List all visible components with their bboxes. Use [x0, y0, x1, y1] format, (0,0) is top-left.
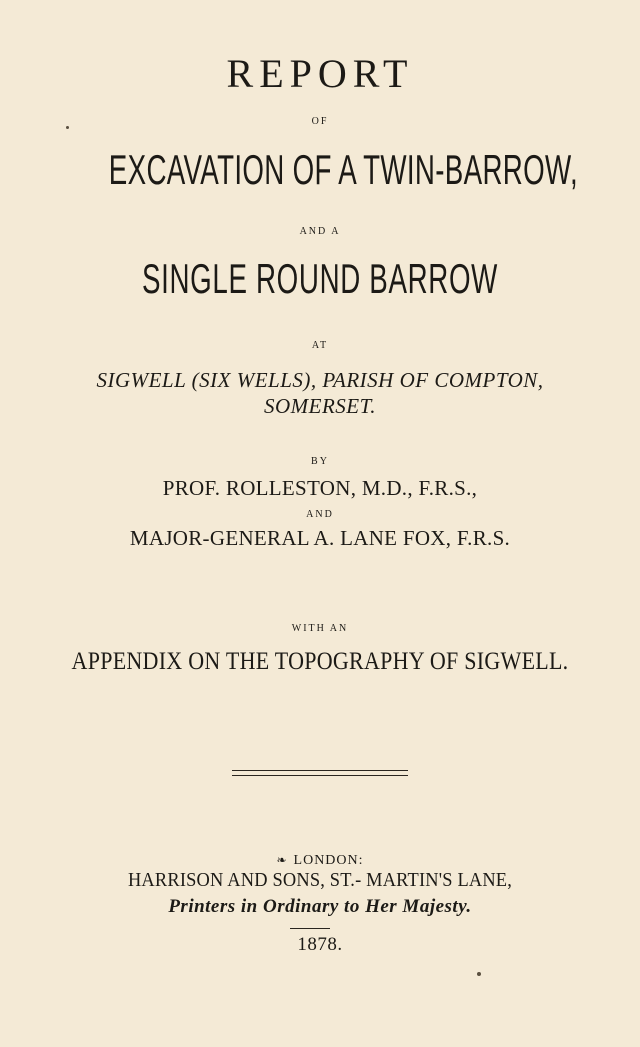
- and-label: AND: [306, 509, 334, 520]
- imprint-city-text: LONDON:: [293, 853, 364, 868]
- double-rule-bottom: [232, 775, 408, 776]
- heading-twin-barrow: EXCAVATION OF A TWIN-BARROW,: [108, 146, 579, 193]
- short-rule: [290, 928, 330, 929]
- paper-spot: [477, 972, 481, 976]
- report-title: REPORT: [226, 51, 414, 96]
- imprint-publisher: HARRISON AND SONS, ST.- MARTIN'S LANE,: [127, 869, 513, 891]
- author-rolleston: PROF. ROLLESTON, M.D., F.R.S.,: [162, 476, 478, 500]
- by-label: BY: [311, 456, 329, 467]
- appendix-title: APPENDIX ON THE TOPOGRAPHY OF SIGWELL.: [71, 648, 569, 675]
- of-label: OF: [311, 116, 329, 127]
- location-line-1: SIGWELL (SIX WELLS), PARISH OF COMPTON,: [96, 368, 544, 392]
- imprint-year: 1878.: [297, 934, 343, 955]
- printer-ornament-icon: ❧: [276, 853, 288, 867]
- with-an-label: WITH AN: [291, 623, 349, 634]
- author-lane-fox: MAJOR-GENERAL A. LANE FOX, F.R.S.: [129, 526, 511, 550]
- heading-single-round-barrow: SINGLE ROUND BARROW: [141, 255, 498, 302]
- location-line-2: SOMERSET.: [263, 394, 376, 418]
- and-a-label: AND A: [299, 226, 341, 237]
- paper-spot: [66, 126, 69, 129]
- double-rule-top: [232, 770, 408, 771]
- imprint-city: [0, 853, 640, 869]
- at-label: AT: [311, 340, 329, 351]
- imprint-printers: Printers in Ordinary to Her Majesty.: [168, 896, 472, 917]
